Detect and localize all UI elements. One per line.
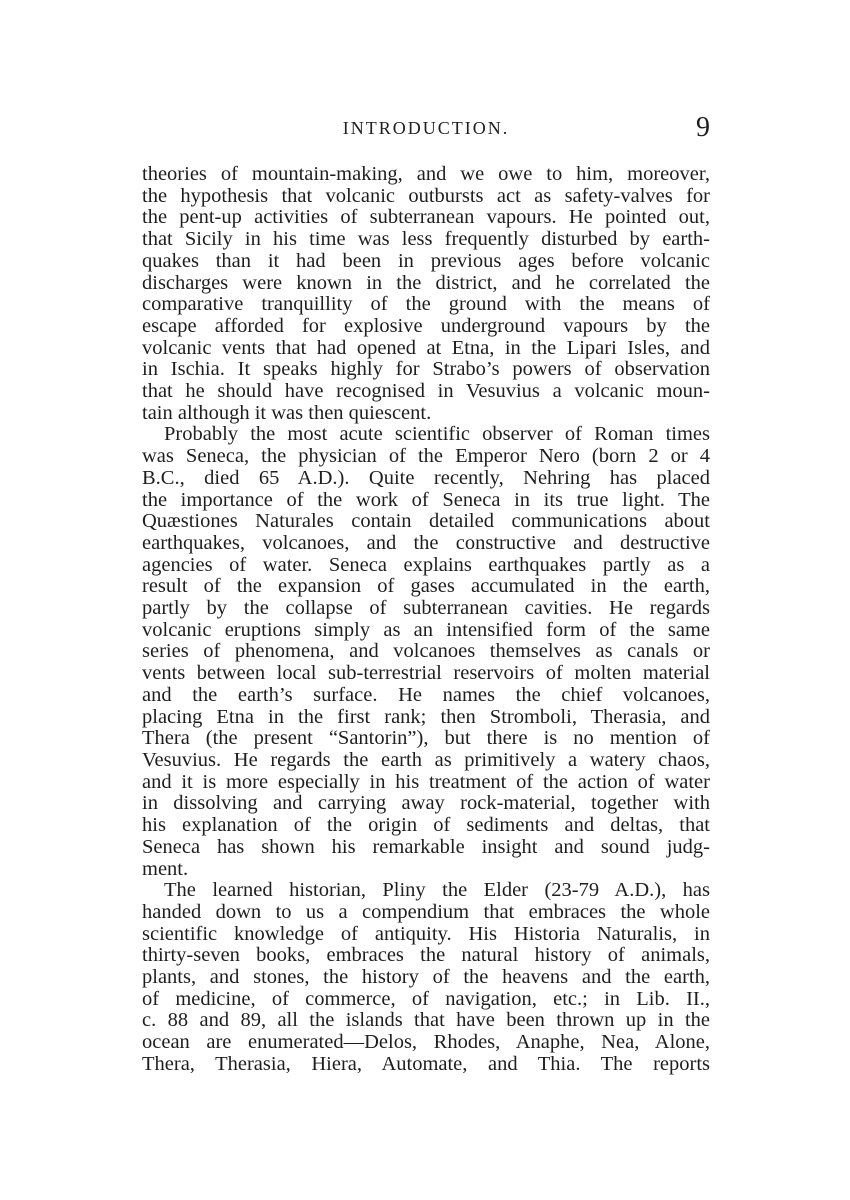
- text-line: that Sicily in his time was less frequently disturbed by earth-: [142, 228, 710, 251]
- text-line: earthquakes, volcanoes, and the constructive and destructive: [142, 531, 710, 554]
- text-line: Thera, Therasia, Hiera, Automate, and Thia. The reports: [142, 1052, 710, 1075]
- text-line: series of phenomena, and volcanoes themselves as canals or: [142, 640, 710, 663]
- text-line: the importance of the work of Seneca in its true light. The: [142, 488, 710, 511]
- running-head: [142, 112, 710, 152]
- text-line: escape afforded for explosive underground vapours by the: [142, 314, 710, 337]
- text-line: was Seneca, the physician of the Emperor Nero (born 2 or 4: [142, 445, 710, 468]
- text-line: vents between local sub-terrestrial reservoirs of molten material: [142, 662, 710, 685]
- text-line: placing Etna in the first rank; then Stromboli, Therasia, and: [142, 705, 710, 728]
- text-line: handed down to us a compendium that embraces the whole: [142, 900, 710, 923]
- text-line: The learned historian, Pliny the Elder (23-79 A.D.), has: [164, 879, 710, 902]
- text-line: volcanic eruptions simply as an intensified form of the same: [142, 618, 710, 641]
- text-line: discharges were known in the district, and he correlated the: [142, 271, 710, 294]
- text-line: Vesuvius. He regards the earth as primitively a watery chaos,: [142, 748, 710, 771]
- text-line: tain although it was then quiescent.: [142, 401, 432, 424]
- text-line: Quæstiones Naturales contain detailed communications about: [142, 510, 710, 533]
- text-line: plants, and stones, the history of the heavens and the earth,: [142, 966, 710, 989]
- text-line: and the earth’s surface. He names the chief volcanoes,: [142, 683, 710, 706]
- text-line: theories of mountain-making, and we owe to him, moreover,: [142, 163, 710, 185]
- text-line: ment.: [142, 857, 189, 880]
- text-line: agencies of water. Seneca explains earthquakes partly as a: [142, 553, 710, 576]
- page-number: 9: [696, 112, 710, 143]
- text-line: c. 88 and 89, all the islands that have been thrown up in the: [142, 1009, 710, 1032]
- running-title: INTRODUCTION.: [342, 118, 510, 138]
- text-line: in Ischia. It speaks highly for Strabo’s powers of observation: [142, 358, 710, 381]
- text-line: Thera (the present “Santorin”), but there is no mention of: [142, 727, 710, 750]
- text-line: Probably the most acute scientific observer of Roman times: [164, 423, 710, 446]
- text-line: B.C., died 65 A.D.). Quite recently, Nehring has placed: [142, 466, 710, 489]
- text-line: ocean are enumerated—Delos, Rhodes, Anaphe, Nea, Alone,: [142, 1031, 710, 1054]
- text-line: the hypothesis that volcanic outbursts act as safety-valves for: [142, 184, 710, 207]
- text-line: of medicine, of commerce, of navigation, etc.; in Lib. II.,: [142, 987, 710, 1010]
- text-line: and it is more especially in his treatment of the action of water: [142, 770, 710, 793]
- text-line: Seneca has shown his remarkable insight and sound judg-: [142, 835, 710, 858]
- text-line: his explanation of the origin of sediments and deltas, that: [142, 814, 710, 837]
- text-line: volcanic vents that had opened at Etna, in the Lipari Isles, and: [142, 336, 710, 359]
- text-line: in dissolving and carrying away rock-material, together with: [142, 792, 710, 815]
- text-line: result of the expansion of gases accumulated in the earth,: [142, 575, 710, 598]
- text-line: quakes than it had been in previous ages before volcanic: [142, 249, 710, 272]
- text-line: partly by the collapse of subterranean cavities. He regards: [142, 597, 710, 620]
- text-line: thirty-seven books, embraces the natural history of animals,: [142, 944, 710, 967]
- text-line: that he should have recognised in Vesuvius a volcanic moun-: [142, 380, 710, 403]
- text-line: comparative tranquillity of the ground with the means of: [142, 293, 710, 316]
- text-line: the pent-up activities of subterranean vapours. He pointed out,: [142, 206, 710, 229]
- body-text: [142, 164, 710, 1076]
- text-line: scientific knowledge of antiquity. His Historia Naturalis, in: [142, 922, 710, 945]
